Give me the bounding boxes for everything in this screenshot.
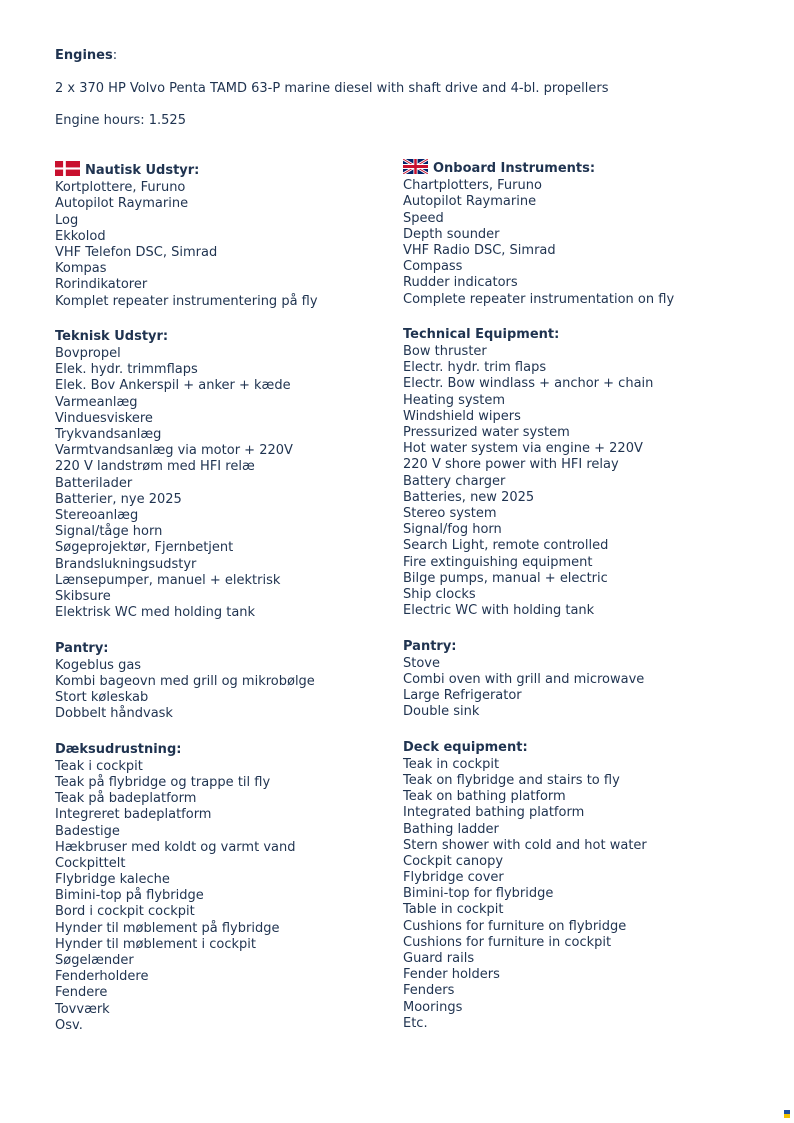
list-item: Cockpit canopy xyxy=(403,853,504,869)
section-heading xyxy=(403,324,753,344)
list-item: Rorindikatorer xyxy=(55,277,148,293)
list-item: VHF Radio DSC, Simrad xyxy=(403,242,556,258)
list-item: Lænsepumper, manuel + elektrisk xyxy=(55,572,281,588)
list-item: 220 V shore power with HFI relay xyxy=(403,457,619,473)
list-item: Fenderholdere xyxy=(55,969,149,985)
list-item: Electr. Bow windlass + anchor + chain xyxy=(403,376,654,392)
danish-column xyxy=(55,160,405,1050)
list-item: Stern shower with cold and hot water xyxy=(403,837,647,853)
list-item: Compass xyxy=(403,259,463,275)
list-item: Teak på flybridge og trappe til fly xyxy=(55,774,271,790)
list-item: Tovværk xyxy=(55,1001,110,1017)
section-heading xyxy=(55,739,405,759)
list-item: Guard rails xyxy=(403,951,475,966)
list-item: Teak on bathing platform xyxy=(403,789,566,805)
section-pantry xyxy=(403,635,753,720)
list-item: Ekkolod xyxy=(55,228,106,244)
list-item: Signal/tåge horn xyxy=(55,524,163,540)
list-item: Bimini-top for flybridge xyxy=(403,886,554,902)
section-heading xyxy=(55,326,405,346)
section-teknisk-udstyr xyxy=(55,326,405,621)
danish-flag-icon xyxy=(55,161,80,176)
list-item: Flybridge cover xyxy=(403,870,504,886)
list-item: Etc. xyxy=(403,1015,428,1031)
list-item: Bow thruster xyxy=(403,344,487,360)
list-item: Speed xyxy=(403,210,444,226)
list-item: Combi oven with grill and microwave xyxy=(403,671,645,687)
list-item: Søgelænder xyxy=(55,953,134,968)
list-item: Batterier, nye 2025 xyxy=(55,491,182,507)
list-item: Vinduesviskere xyxy=(55,410,153,426)
list-item: Fendere xyxy=(55,985,108,1001)
list-item: Integreret badeplatform xyxy=(55,807,212,823)
section-deck-equipment xyxy=(403,737,753,1032)
list-item: Elek. Bov Ankerspil + anker + kæde xyxy=(55,378,291,394)
list-item: Hynder til møblement i cockpit xyxy=(55,936,256,952)
section-title: Pantry: xyxy=(55,640,109,656)
list-item: Hækbruser med koldt og varmt vand xyxy=(55,839,296,855)
list-item: Bimini-top på flybridge xyxy=(55,888,204,904)
list-item: Badestige xyxy=(55,823,120,839)
section-title: Deck equipment: xyxy=(403,739,528,755)
section-title: Dæksudrustning: xyxy=(55,741,182,757)
list-item: Battery charger xyxy=(403,473,506,489)
engines-block xyxy=(55,46,755,131)
engine-hours: Engine hours: 1.525 xyxy=(55,113,186,128)
list-item: Dobbelt håndvask xyxy=(55,706,173,722)
list-item: Fire extinguishing equipment xyxy=(403,554,593,570)
section-heading xyxy=(403,635,753,655)
list-item: Batteries, new 2025 xyxy=(403,489,535,505)
list-item: Bovpropel xyxy=(55,346,121,362)
section-pantry xyxy=(55,637,405,722)
list-item: Log xyxy=(55,212,79,228)
list-item: Elektrisk WC med holding tank xyxy=(55,605,256,621)
section-onboard-instruments xyxy=(403,158,753,308)
list-item: Komplet repeater instrumentering på fly xyxy=(55,293,318,309)
list-item: Osv. xyxy=(55,1017,83,1033)
section-heading xyxy=(403,737,753,757)
list-item: Brandslukningsudstyr xyxy=(55,556,197,572)
list-item: Hynder til møblement på flybridge xyxy=(55,920,280,936)
list-item: Teak på badeplatform xyxy=(55,791,197,807)
list-item: Bilge pumps, manual + electric xyxy=(403,570,608,586)
section-title: Technical Equipment: xyxy=(403,327,560,343)
list-item: Cockpittelt xyxy=(55,855,126,871)
list-item: Varmtvandsanlæg via motor + 220V xyxy=(55,443,293,459)
list-item: Windshield wipers xyxy=(403,408,521,424)
list-item: Rudder indicators xyxy=(403,275,518,291)
section-heading xyxy=(55,160,405,180)
list-item: Cushions for furniture in cockpit xyxy=(403,934,612,950)
list-item: Stereoanlæg xyxy=(55,507,139,523)
list-item: Chartplotters, Furuno xyxy=(403,178,542,194)
list-item: Autopilot Raymarine xyxy=(55,196,189,212)
list-item: Signal/fog horn xyxy=(403,522,502,538)
list-item: Integrated bathing platform xyxy=(403,805,585,821)
list-item: Electric WC with holding tank xyxy=(403,603,595,619)
list-item: Large Refrigerator xyxy=(403,688,522,703)
list-item: Pressurized water system xyxy=(403,425,570,440)
list-item: Double sink xyxy=(403,704,480,720)
list-item: Hot water system via engine + 220V xyxy=(403,441,643,457)
section-heading xyxy=(55,637,405,657)
section-title: Nautisk Udstyr: xyxy=(85,163,200,179)
list-item: Teak i cockpit xyxy=(55,758,143,774)
list-item: Kompas xyxy=(55,261,107,277)
list-item: Søgeprojektør, Fjernbetjent xyxy=(55,540,234,556)
list-item: 220 V landstrøm med HFI relæ xyxy=(55,459,255,475)
list-item: Stort køleskab xyxy=(55,690,149,705)
section-d-ksudrustning xyxy=(55,739,405,1034)
list-item: Trykvandsanlæg xyxy=(55,427,162,442)
list-item: Flybridge kaleche xyxy=(55,872,170,888)
engines-description: 2 x 370 HP Volvo Penta TAMD 63-P marine diesel with shaft drive and 4-bl. propellers xyxy=(55,81,609,96)
list-item: Bathing ladder xyxy=(403,821,499,837)
list-item: Depth sounder xyxy=(403,226,500,242)
section-technical-equipment xyxy=(403,324,753,619)
section-title: Teknisk Udstyr: xyxy=(55,329,169,345)
list-item: Autopilot Raymarine xyxy=(403,194,537,210)
section-title: Onboard Instruments: xyxy=(433,161,596,177)
list-item: Kombi bageovn med grill og mikrobølge xyxy=(55,673,315,689)
list-item: Ship clocks xyxy=(403,586,476,602)
list-item: Teak on flybridge and stairs to fly xyxy=(403,772,620,788)
list-item: Bord i cockpit cockpit xyxy=(55,904,195,920)
list-item: Elek. hydr. trimmflaps xyxy=(55,362,198,378)
list-item: Table in cockpit xyxy=(403,902,504,918)
section-heading xyxy=(403,158,753,178)
list-item: Heating system xyxy=(403,392,506,408)
list-item: Fender holders xyxy=(403,967,500,983)
list-item: Teak in cockpit xyxy=(403,756,500,772)
list-item: Cushions for furniture on flybridge xyxy=(403,918,627,934)
list-item: VHF Telefon DSC, Simrad xyxy=(55,244,218,260)
corner-logo-mark xyxy=(784,1110,790,1118)
list-item: Stove xyxy=(403,655,440,671)
list-item: Search Light, remote controlled xyxy=(403,538,609,554)
list-item: Electr. hydr. trim flaps xyxy=(403,360,547,376)
list-item: Moorings xyxy=(403,999,463,1015)
uk-flag-icon xyxy=(403,159,428,174)
list-item: Skibsure xyxy=(55,588,111,604)
list-item: Varmeanlæg xyxy=(55,394,138,410)
engines-heading: Engines: xyxy=(55,48,118,63)
list-item: Stereo system xyxy=(403,505,497,521)
list-item: Fenders xyxy=(403,983,455,999)
english-column xyxy=(403,158,753,1048)
list-item: Batterilader xyxy=(55,475,133,491)
list-item: Kortplottere, Furuno xyxy=(55,180,186,196)
list-item: Kogeblus gas xyxy=(55,657,142,673)
list-item: Complete repeater instrumentation on fly xyxy=(403,291,675,307)
section-title: Pantry: xyxy=(403,638,457,654)
section-nautisk-udstyr xyxy=(55,160,405,310)
